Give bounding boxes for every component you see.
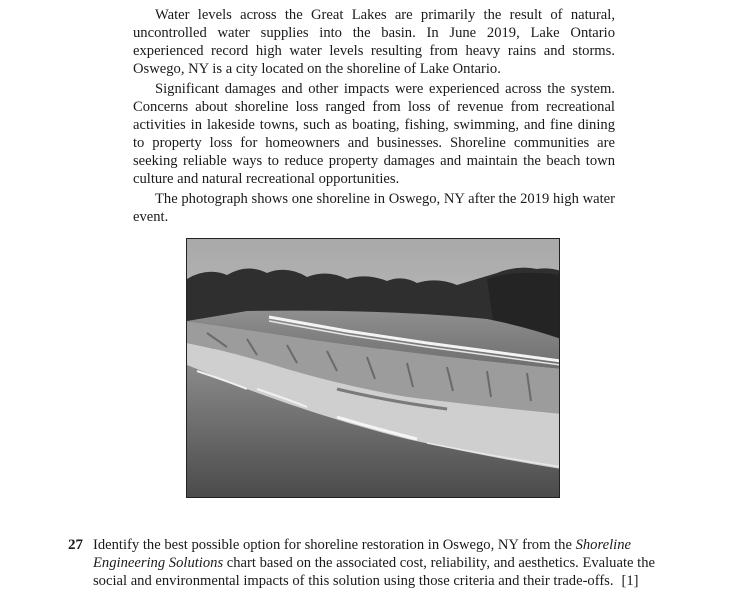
reading-passage bbox=[133, 6, 615, 228]
question-number: 27 bbox=[68, 537, 83, 553]
passage-paragraph-3: The photograph shows one shoreline in Oswego, NY after the 2019 high water event. bbox=[133, 191, 615, 225]
shoreline-photograph bbox=[186, 238, 560, 498]
credit-value: [1] bbox=[621, 573, 639, 589]
question-text-part-1: Identify the best possible option for shoreline restoration in Oswego, NY from the bbox=[93, 537, 576, 553]
passage-paragraph-2: Significant damages and other impacts were experienced across the system. Concerns about shoreline loss ranged from loss of revenue from recreational activities in lakeside towns, such as boating, fishing, swimming, and fine dining to property loss for homeowners and businesses. Shoreline communities are seeking reliable ways to reduce property damages and maintain the beach town culture and natural recreational opportunities. bbox=[133, 81, 615, 187]
chart-title-reference: Shoreline Engineering Solutions bbox=[93, 537, 631, 571]
passage-paragraph-1: Water levels across the Great Lakes are primarily the result of natural, uncontrolled water supplies into the basin. In June 2019, Lake Ontario experienced record high water levels resulting from heavy rains and storms. Oswego, NY is a city located on the shoreline of Lake Ontario. bbox=[133, 7, 615, 77]
question-text bbox=[93, 536, 658, 590]
question-text-part-2: chart based on the associated cost, reliability, and aesthetics. Evaluate the social and environmental impacts of this solution using those criteria and their trade-offs. bbox=[93, 555, 655, 589]
question-27 bbox=[68, 536, 658, 590]
